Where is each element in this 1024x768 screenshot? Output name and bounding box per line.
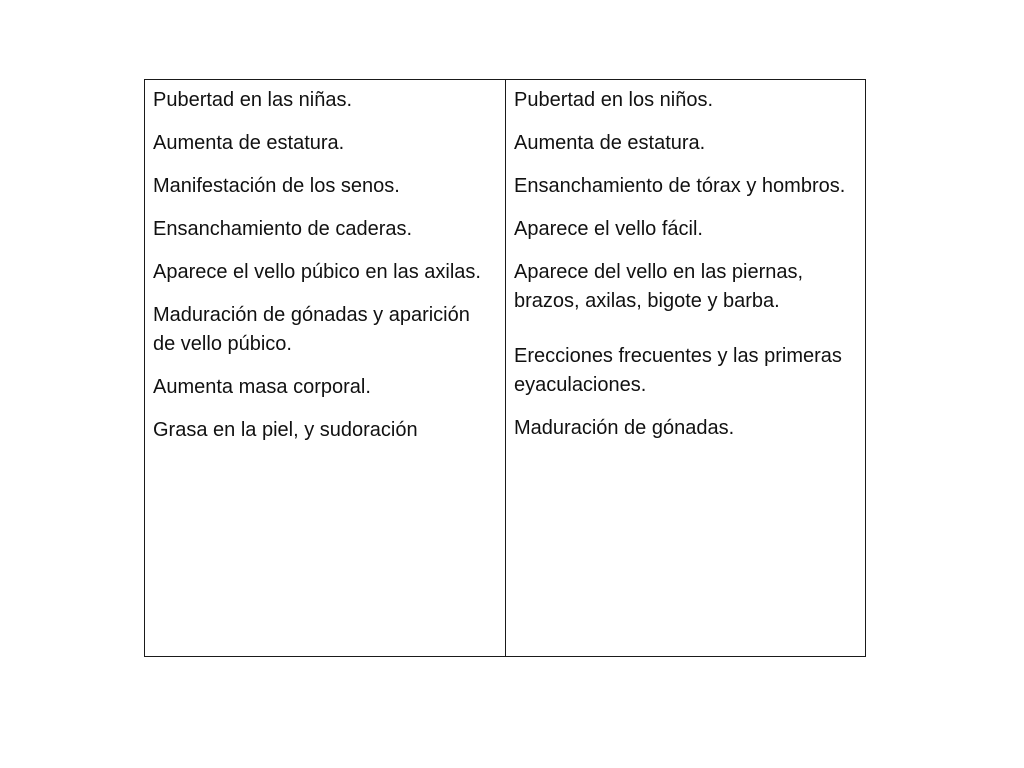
list-item: Aparece el vello púbico en las axilas. [153,261,481,283]
list-item: Grasa en la piel, y sudoración [153,419,418,441]
list-item: Aparece del vello en las piernas, brazos, axilas, bigote y barba. [514,261,804,312]
list-item: Ensanchamiento de tórax y hombros. [514,175,846,197]
girls-column [145,80,506,657]
list-item: Aumenta de estatura. [514,132,706,154]
puberty-comparison-table [144,79,866,657]
list-item: Maduración de gónadas. [514,417,735,439]
list-item: Erecciones frecuentes y las primeras eyaculaciones. [514,345,842,396]
table-row [145,80,866,657]
list-item: Aumenta masa corporal. [153,376,371,398]
list-item: Maduración de gónadas y aparición de vello púbico. [153,304,470,355]
list-item: Aparece el vello fácil. [514,218,703,240]
boys-heading: Pubertad en los niños. [514,89,714,111]
girls-heading: Pubertad en las niñas. [153,89,353,111]
list-item: Manifestación de los senos. [153,175,400,197]
list-item: Aumenta de estatura. [153,132,345,154]
list-item: Ensanchamiento de caderas. [153,218,413,240]
boys-column [506,80,866,657]
